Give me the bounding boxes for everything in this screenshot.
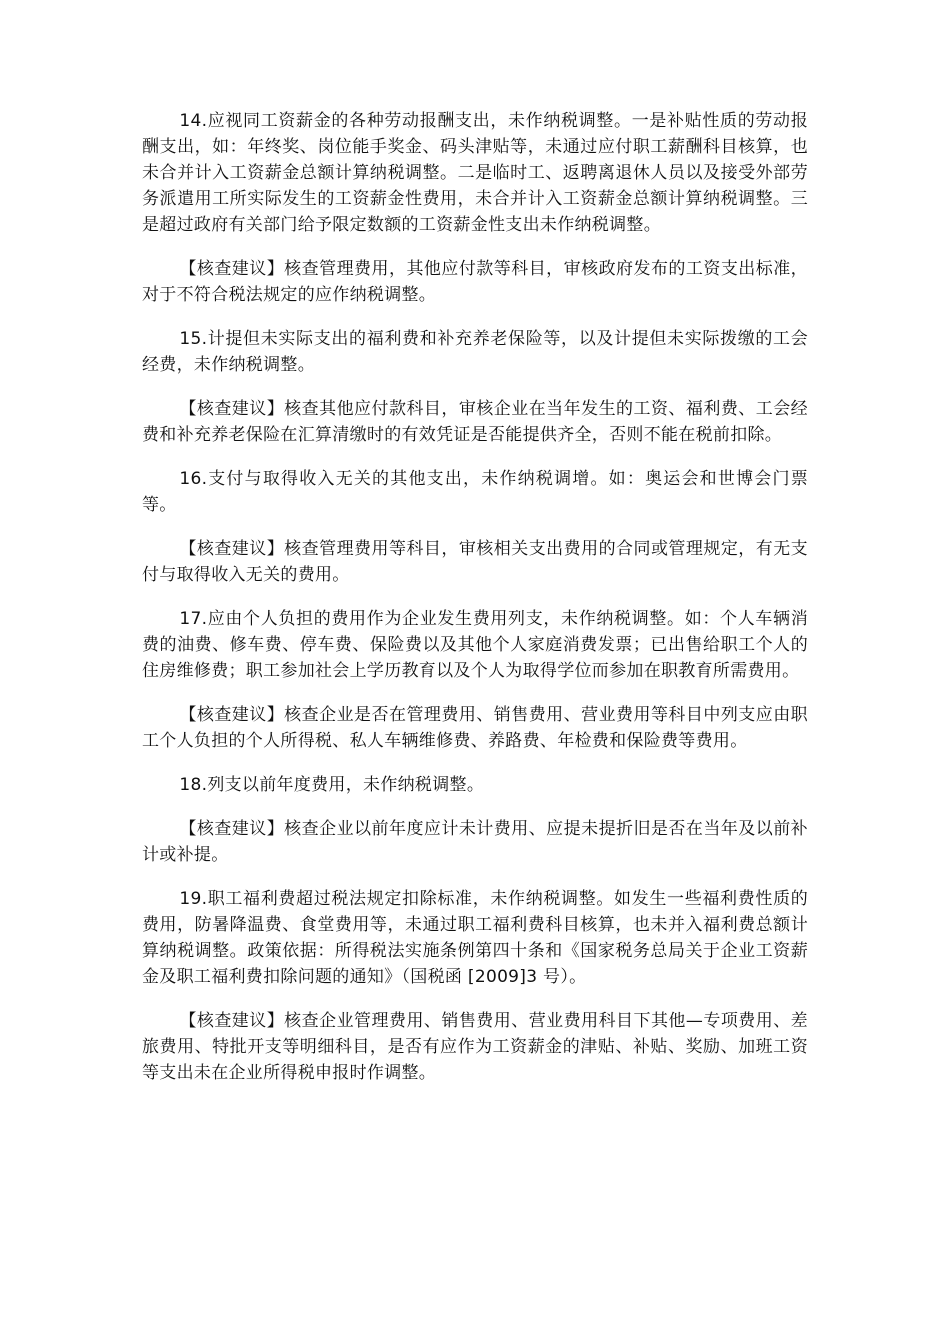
paragraph-item-16: 16.支付与取得收入无关的其他支出，未作纳税调增。如：奥运会和世博会门票等。 xyxy=(142,469,808,515)
paragraph-item-19: 19.职工福利费超过税法规定扣除标准，未作纳税调整。如发生一些福利费性质的费用，防暑降温费、食堂费用等，未通过职工福利费科目核算，也未并入福利费总额计算纳税调整。政策依据：所得税法实施条例第四十条和《国家税务总局关于企业工资薪金及职工福利费扣除问题的通知》（国税函 [2009]3 号）。 xyxy=(142,889,808,987)
paragraph-suggestion-18: 【核查建议】核查企业以前年度应计未计费用、应提未提折旧是否在当年及以前补计或补提。 xyxy=(142,819,808,865)
paragraph-item-15: 15.计提但未实际支出的福利费和补充养老保险等，以及计提但未实际拨缴的工会经费，未作纳税调整。 xyxy=(142,329,808,375)
paragraph-suggestion-15: 【核查建议】核查其他应付款科目，审核企业在当年发生的工资、福利费、工会经费和补充养老保险在汇算清缴时的有效凭证是否能提供齐全，否则不能在税前扣除。 xyxy=(142,399,808,445)
paragraph-item-18: 18.列支以前年度费用，未作纳税调整。 xyxy=(179,775,485,795)
paragraph-item-14: 14.应视同工资薪金的各种劳动报酬支出，未作纳税调整。一是补贴性质的劳动报酬支出，如：年终奖、岗位能手奖金、码头津贴等，未通过应付职工薪酬科目核算，也未合并计入工资薪金总额计算纳税调整。二是临时工、返聘离退休人员以及接受外部劳务派遣用工所实际发生的工资薪金性费用，未合并计入工资薪金总额计算纳税调整。三是超过政府有关部门给予限定数额的工资薪金性支出未作纳税调整。 xyxy=(142,111,808,235)
paragraph-suggestion-14: 【核查建议】核查管理费用，其他应付款等科目，审核政府发布的工资支出标准，对于不符合税法规定的应作纳税调整。 xyxy=(142,259,808,305)
paragraph-suggestion-19: 【核查建议】核查企业管理费用、销售费用、营业费用科目下其他—专项费用、差旅费用、特批开支等明细科目，是否有应作为工资薪金的津贴、补贴、奖励、加班工资等支出未在企业所得税申报时作调整。 xyxy=(142,1011,808,1083)
paragraph-item-17: 17.应由个人负担的费用作为企业发生费用列支，未作纳税调整。如：个人车辆消费的油费、修车费、停车费、保险费以及其他个人家庭消费发票；已出售给职工个人的住房维修费；职工参加社会上学历教育以及个人为取得学位而参加在职教育所需费用。 xyxy=(142,609,808,681)
paragraph-suggestion-17: 【核查建议】核查企业是否在管理费用、销售费用、营业费用等科目中列支应由职工个人负担的个人所得税、私人车辆维修费、养路费、年检费和保险费等费用。 xyxy=(142,705,808,751)
document-body xyxy=(142,108,808,1104)
paragraph-suggestion-16: 【核查建议】核查管理费用等科目，审核相关支出费用的合同或管理规定，有无支付与取得收入无关的费用。 xyxy=(142,539,808,585)
